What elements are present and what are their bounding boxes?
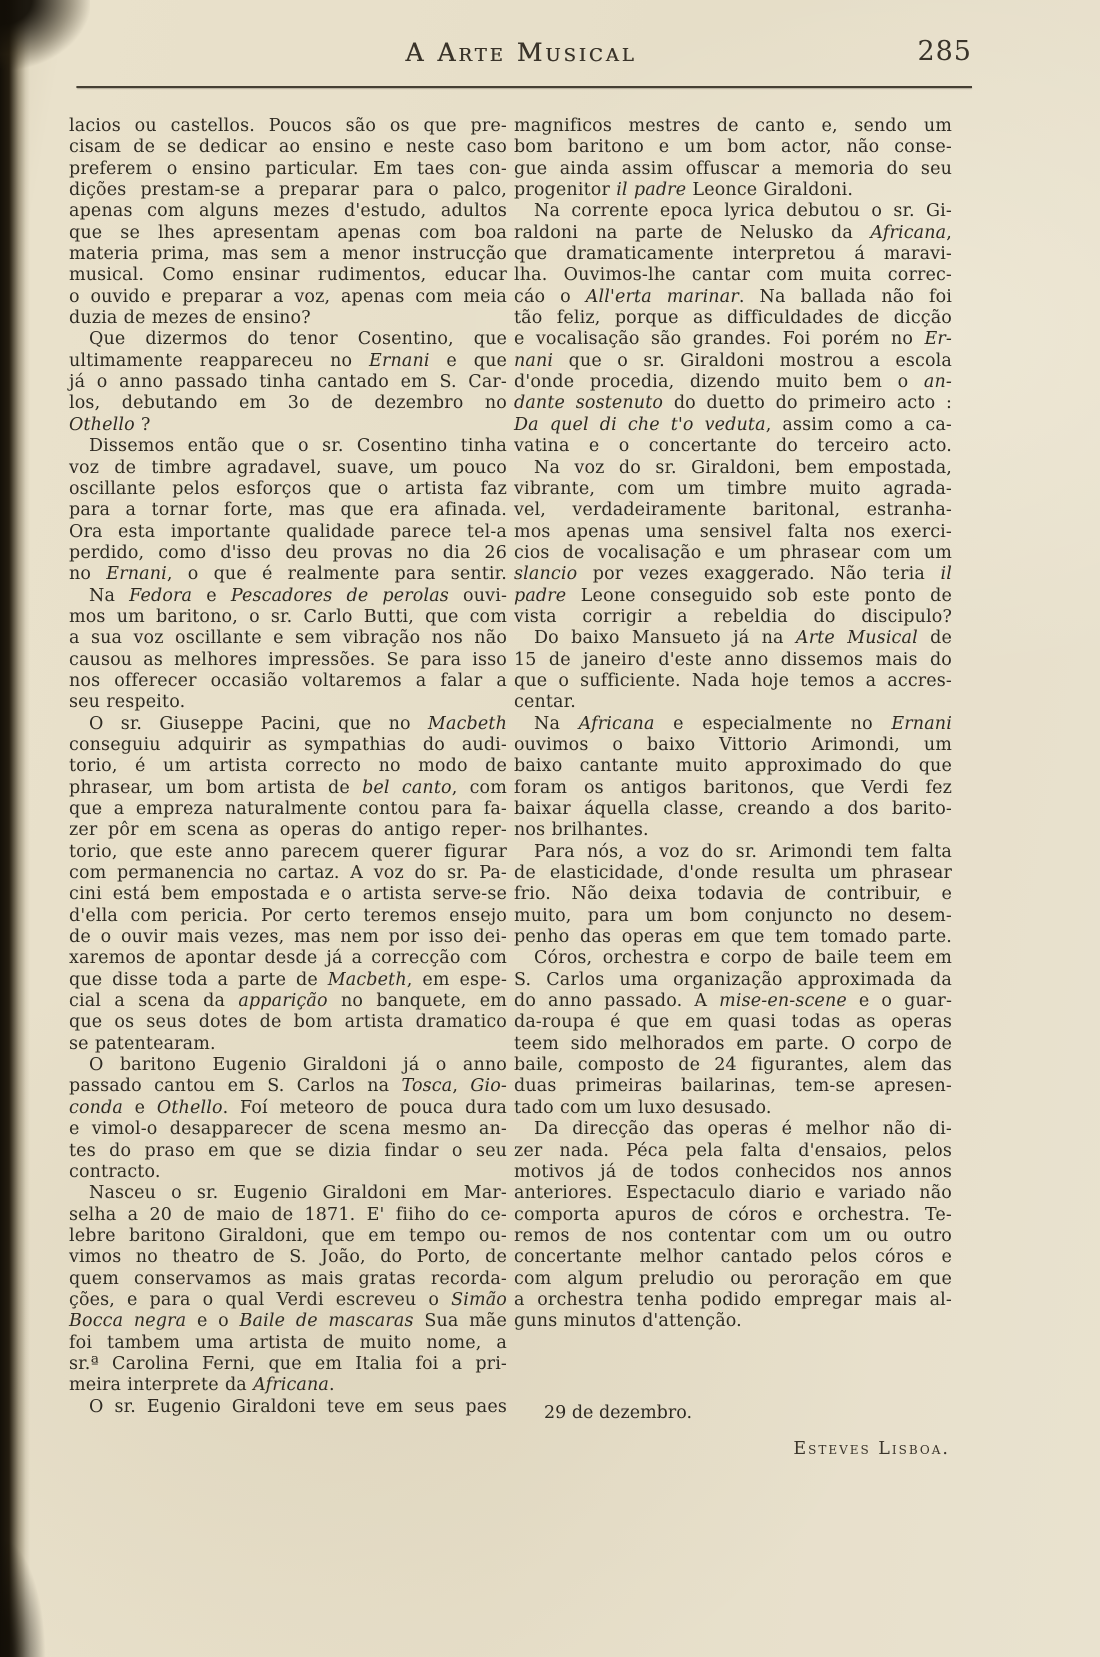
text-line: teem sido melhorados em parte. O corpo de: [514, 1033, 952, 1054]
text-line: quem conservamos as mais gratas recorda-: [69, 1268, 507, 1289]
text-line: e vimol-o desapparecer de scena mesmo an-: [69, 1119, 507, 1140]
text-line: centar.: [514, 692, 576, 713]
text-line: O sr. Giuseppe Pacini, que no Macbeth: [89, 713, 507, 734]
text-line: cial a scena da apparição no banquete, em: [69, 991, 507, 1012]
text-line: phrasear, um bom artista de bel canto, com: [69, 777, 507, 798]
text-line: vatina e o concertante do terceiro acto.: [514, 436, 952, 457]
text-line: gue ainda assim offuscar a memoria do seu: [514, 158, 952, 179]
text-line: baixo cantante muito approximado do que: [514, 756, 952, 777]
text-line: Ora esta importante qualidade parece tel-a: [69, 521, 507, 542]
text-line: e vocalisação são grandes. Foi porém no Er-: [514, 329, 952, 350]
text-line: progenitor il padre Leonce Giraldoni.: [514, 180, 854, 201]
text-line: lha. Ouvimos-lhe cantar com muita correc-: [514, 265, 952, 286]
text-line: baixar áquella classe, creando a dos barito-: [514, 799, 952, 819]
text-line: ouvimos o baixo Vittorio Arimondi, um: [514, 734, 952, 755]
text-line: mos um baritono, o sr. Carlo Butti, que com: [69, 606, 507, 627]
text-line: cisam de se dedicar ao ensino e neste caso: [69, 137, 507, 158]
text-line: raldoni na parte de Nelusko da Africana,: [514, 222, 952, 243]
text-line: Dissemos então que o sr. Cosentino tinha: [89, 436, 507, 457]
text-line: conseguiu adquirir as sympathias do audi-: [69, 734, 507, 755]
text-line: conda e Othello. Foí meteoro de pouca dura: [69, 1097, 507, 1118]
text-line: padre Leone conseguido sob este ponto de: [514, 585, 952, 606]
scan-edge-shadow: [0, 0, 30, 1657]
date-line: 29 de dezembro.: [544, 1402, 693, 1423]
text-line: dante sostenuto do duetto do primeiro acto :: [514, 393, 953, 414]
text-line: de elasticidade, d'onde resulta um phrasear: [514, 863, 952, 884]
text-line: concertante melhor cantado pelos córos e: [514, 1247, 952, 1268]
text-line: perdido, como d'isso deu provas no dia 26: [69, 542, 507, 563]
text-line: tão feliz, porque as difficuldades de dicção: [514, 308, 952, 329]
text-line: apenas com alguns mezes d'estudo, adultos: [69, 201, 507, 222]
text-line: ultimamente reappareceu no Ernani e que: [69, 350, 507, 371]
text-line: o ouvido e preparar a voz, apenas com meia: [69, 286, 507, 307]
text-line: slancio por vezes exaggerado. Não teria il: [514, 564, 952, 585]
text-line: com permanencia no cartaz. A voz do sr. Pa-: [69, 863, 507, 884]
text-line: lacios ou castellos. Poucos são os que pre-: [69, 116, 507, 136]
text-line: bom baritono e um bom actor, não conse-: [514, 137, 952, 158]
text-line: motivos já de todos conhecidos nos annos: [514, 1161, 952, 1182]
text-line: passado cantou em S. Carlos na Tosca, Gio-: [69, 1076, 507, 1097]
text-line: seu respeito.: [69, 692, 186, 713]
text-line: musical. Como ensinar rudimentos, educar: [69, 265, 507, 286]
text-line: já o anno passado tinha cantado em S. Car-: [69, 372, 507, 393]
text-line: vel, verdadeiramente baritonal, estranha-: [514, 500, 952, 521]
text-line: penho das operas em que tem tomado parte.: [514, 927, 952, 948]
author-signature: Esteves Lisboa.: [793, 1438, 950, 1459]
text-line: d'onde procedia, dizendo muito bem o an-: [514, 372, 952, 393]
text-line: duas primeiras bailarinas, tem-se apresen-: [514, 1076, 952, 1097]
text-line: tes do praso em que se dizia findar o seu: [69, 1140, 507, 1161]
text-line: anteriores. Espectaculo diario e variado não: [514, 1183, 952, 1204]
text-line: torio, que este anno parecem querer figurar: [69, 841, 507, 862]
text-line: meira interprete da Africana.: [69, 1375, 335, 1396]
left-column: [69, 116, 507, 1418]
text-line: cini está bem empostada e o artista serve-se: [69, 884, 507, 905]
text-line: Na voz do sr. Giraldoni, bem empostada,: [534, 457, 952, 478]
text-line: contracto.: [69, 1161, 161, 1182]
text-line: torio, é um artista correcto no modo de: [69, 756, 507, 777]
text-line: mos apenas uma sensivel falta nos exerci-: [514, 521, 952, 542]
header-rule: [77, 86, 972, 88]
text-line: foram os antigos baritonos, que Verdi fez: [514, 777, 952, 798]
text-line: com algum preludio ou peroração em que: [514, 1268, 952, 1289]
text-line: xaremos de apontar desde já a correcção com: [69, 948, 507, 969]
text-line: que a empreza naturalmente contou para fa-: [69, 799, 507, 819]
text-line: que se lhes apresentam apenas com boa: [69, 222, 507, 243]
text-line: cáo o All'erta marinar. Na ballada não foi: [514, 286, 952, 307]
text-line: zer nada. Péca pela falta d'ensaios, pelos: [514, 1140, 952, 1161]
text-line: Nasceu o sr. Eugenio Giraldoni em Mar-: [89, 1183, 507, 1204]
text-line: vimos no theatro de S. João, do Porto, de: [69, 1247, 507, 1268]
text-line: da-roupa é que em quasi todas as operas: [514, 1012, 952, 1033]
text-line: 15 de janeiro d'este anno dissemos mais do: [514, 649, 952, 670]
text-line: Bocca negra e o Baile de mascaras Sua mãe: [69, 1311, 507, 1332]
text-line: lebre baritono Giraldoni, que em tempo ou-: [69, 1225, 507, 1246]
text-line: selha a 20 de maio de 1871. E' fiiho do ce-: [69, 1204, 507, 1225]
text-line: duzia de mezes de ensino?: [69, 308, 311, 329]
text-line: Da direcção das operas é melhor não di-: [534, 1119, 952, 1140]
text-line: Que dizermos do tenor Cosentino, que: [89, 329, 507, 350]
text-line: magnificos mestres de canto e, sendo um: [514, 116, 952, 136]
page-header: [70, 38, 972, 78]
text-line: zer pôr em scena as operas do antigo reper-: [69, 820, 507, 841]
text-line: nos offerecer occasião voltaremos a falar a: [69, 670, 507, 691]
text-line: que o sufficiente. Nada hoje temos a accres-: [514, 670, 952, 691]
text-line: do anno passado. A mise-en-scene e o guar-: [514, 991, 953, 1012]
text-line: baile, composto de 24 figurantes, alem das: [514, 1055, 952, 1076]
text-line: d'ella com pericia. Por certo teremos ensejo: [69, 905, 507, 926]
text-line: Na Africana e especialmente no Ernani: [534, 713, 952, 734]
text-line: O baritono Eugenio Giraldoni já o anno: [89, 1055, 507, 1076]
text-line: tado com um luxo desusado.: [514, 1097, 772, 1118]
text-line: Córos, orchestra e corpo de baile teem em: [534, 948, 952, 969]
text-line: los, debutando em 3o de dezembro no: [69, 393, 507, 414]
text-line: que disse toda a parte de Macbeth, em espe-: [69, 969, 508, 990]
text-line: oscillante pelos esforços que o artista faz: [69, 478, 507, 499]
text-line: se patentearam.: [69, 1033, 216, 1054]
text-line: preferem o ensino particular. Em taes con-: [69, 158, 507, 179]
text-line: sr.ª Carolina Ferni, que em Italia foi a pri-: [69, 1353, 507, 1374]
text-line: nani que o sr. Giraldoni mostrou a escola: [514, 350, 952, 371]
journal-title: A Arte Musical: [405, 38, 637, 67]
text-line: vibrante, com um timbre muito agrada-: [514, 478, 952, 499]
text-line: Do baixo Mansueto já na Arte Musical de: [534, 628, 952, 649]
text-line: remos de nos contentar com um ou outro: [514, 1225, 952, 1246]
text-line: comporta apuros de córos e orchestra. Te-: [514, 1204, 952, 1225]
text-line: S. Carlos uma organização approximada da: [514, 969, 952, 990]
text-line: vista corrigir a rebeldia do discipulo?: [514, 606, 952, 627]
text-line: cios de vocalisação e um phrasear com um: [514, 542, 952, 563]
text-line: de o ouvir mais vezes, mas nem por isso dei-: [69, 927, 507, 948]
text-line: O sr. Eugenio Giraldoni teve em seus paes: [89, 1396, 507, 1417]
text-line: a orchestra tenha podido empregar mais al-: [514, 1289, 952, 1310]
right-column: [514, 116, 952, 1459]
text-line: materia prima, mas sem a menor instrucção: [69, 244, 507, 265]
text-line: causou as melhores impressões. Se para isso: [69, 649, 507, 670]
page-number: 285: [917, 36, 972, 67]
text-line: muito, para um bom conjuncto no desem-: [514, 905, 952, 926]
text-line: ções, e para o qual Verdi escreveu o Simão: [69, 1289, 507, 1310]
scan-corner-bottom-shadow: [0, 1537, 46, 1657]
text-line: Da quel di che t'o veduta, assim como a ca-: [514, 414, 952, 435]
text-line: a sua voz oscillante e sem vibração nos não: [69, 628, 507, 649]
text-line: Na Fedora e Pescadores de perolas ouvi-: [89, 585, 508, 606]
text-line: Othello ?: [69, 414, 151, 435]
text-line: Para nós, a voz do sr. Arimondi tem falta: [534, 841, 952, 862]
text-line: que dramaticamente interpretou á maravi-: [514, 244, 952, 265]
text-line: foi tambem uma artista de muito nome, a: [69, 1332, 507, 1353]
text-line: nos brilhantes.: [514, 820, 649, 841]
text-line: guns minutos d'attenção.: [514, 1311, 742, 1332]
text-line: Na corrente epoca lyrica debutou o sr. Gi-: [534, 201, 952, 222]
text-line: dições prestam-se a preparar para o palco,: [69, 180, 507, 201]
text-line: no Ernani, o que é realmente para sentir.: [69, 564, 507, 585]
text-line: que os seus dotes de bom artista dramatico: [69, 1012, 507, 1033]
text-line: voz de timbre agradavel, suave, um pouco: [69, 457, 507, 478]
text-line: frio. Não deixa todavia de contribuir, e: [514, 884, 952, 905]
text-line: para a tornar forte, mas que era afinada.: [69, 500, 507, 521]
